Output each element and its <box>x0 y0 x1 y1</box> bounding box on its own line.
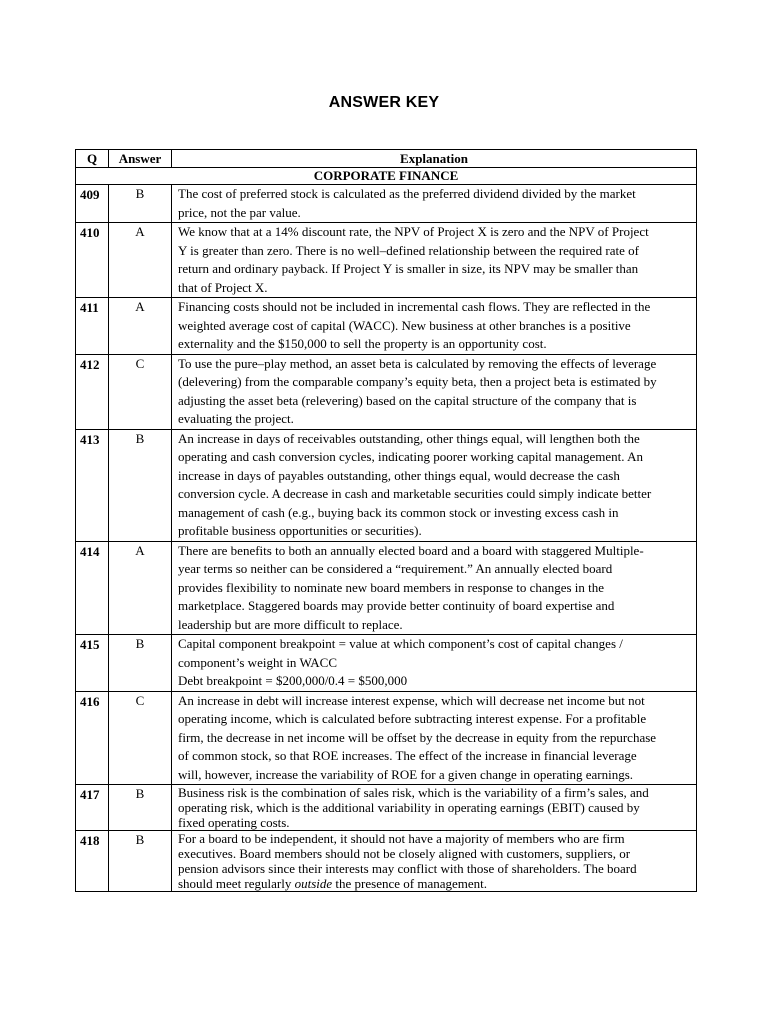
explanation-line: There are benefits to both an annually elected board and a board with staggered Multiple- <box>178 542 644 558</box>
answer-letter: B <box>109 785 172 831</box>
explanation-line: management of cash (e.g., buying back its common stock or investing excess cash in <box>178 504 619 520</box>
question-number: 413 <box>76 429 109 541</box>
question-number: 410 <box>76 223 109 298</box>
answer-letter: C <box>109 354 172 429</box>
explanation-cell <box>172 831 697 892</box>
question-number: 412 <box>76 354 109 429</box>
explanation-line: An increase in debt will increase interest expense, which will decrease net income but not <box>178 692 645 708</box>
explanation-cell <box>172 785 697 831</box>
explanation-cell <box>172 223 697 298</box>
explanation-line: operating and cash conversion cycles, indicating poorer working capital management. An <box>178 449 643 464</box>
explanation-line: Capital component breakpoint = value at which component’s cost of capital changes / <box>178 636 623 651</box>
answer-table <box>75 149 697 892</box>
question-number: 415 <box>76 635 109 692</box>
explanation-line: externality and the $150,000 to sell the property is an opportunity cost. <box>178 336 547 351</box>
question-number: 414 <box>76 541 109 635</box>
answer-row <box>76 635 697 692</box>
explanation-cell <box>172 429 697 541</box>
page-title: ANSWER KEY <box>328 94 440 111</box>
question-number: 416 <box>76 691 109 785</box>
question-number: 418 <box>76 831 109 892</box>
emphasis-text: outside <box>294 876 333 891</box>
answer-row <box>76 429 697 541</box>
explanation-line: of common stock, so that ROE increases. The effect of the increase in financial leverage <box>178 748 637 763</box>
explanation-line: operating income, which is calculated before subtracting interest expense. For a profitable <box>178 711 647 726</box>
answer-letter: B <box>109 635 172 692</box>
answer-row <box>76 354 697 429</box>
explanation-line: (delevering) from the comparable company’s equity beta, then a project beta is estimated by <box>178 374 657 389</box>
explanation-line: weighted average cost of capital (WACC). New business at other branches is a positive <box>178 317 631 333</box>
explanation-line: evaluating the project. <box>178 411 294 426</box>
explanation-line: Debt breakpoint = $200,000/0.4 = $500,000 <box>178 673 408 688</box>
explanation-line: profitable business opportunities or securities). <box>178 523 422 538</box>
header-q: Q <box>76 150 109 168</box>
explanation-line: Business risk is the combination of sales risk, which is the variability of a firm’s sales, and <box>178 785 649 800</box>
section-title: CORPORATE FINANCE <box>76 168 697 185</box>
explanation-cell <box>172 541 697 635</box>
explanation-line: provides flexibility to nominate new board members in response to changes in the <box>178 579 605 595</box>
answer-row <box>76 185 697 223</box>
explanation-line: operating risk, which is the additional variability in operating earnings (EBIT) caused by <box>178 800 640 815</box>
explanation-line: increase in days of payables outstanding, other things equal, would decrease the cash <box>178 467 620 483</box>
answer-row <box>76 831 697 892</box>
header-explanation: Explanation <box>172 150 697 168</box>
explanation-cell <box>172 298 697 355</box>
explanation-line: Y is greater than zero. There is no well–defined relationship between the required rate of <box>178 242 639 258</box>
answer-letter: A <box>109 541 172 635</box>
explanation-line: leadership but are more difficult to replace. <box>178 616 403 632</box>
answer-letter: B <box>109 185 172 223</box>
explanation-cell <box>172 635 697 692</box>
explanation-line: For a board to be independent, it should not have a majority of members who are firm <box>178 831 625 846</box>
explanation-line: that of Project X. <box>178 279 268 295</box>
question-number: 417 <box>76 785 109 831</box>
section-row <box>76 168 697 185</box>
explanation-line: An increase in days of receivables outstanding, other things equal, will lengthen both the <box>178 430 640 446</box>
answer-row <box>76 541 697 635</box>
answer-row <box>76 785 697 831</box>
question-number: 411 <box>76 298 109 355</box>
explanation-line: executives. Board members should not be closely aligned with customers, suppliers, or <box>178 846 631 861</box>
answer-letter: A <box>109 298 172 355</box>
explanation-line: fixed operating costs. <box>178 815 290 830</box>
explanation-line: will, however, increase the variability of ROE for a given change in operating earnings. <box>178 766 634 782</box>
explanation-cell <box>172 354 697 429</box>
explanation-line: should meet regularly outside the presence of management. <box>178 876 488 891</box>
answer-row <box>76 298 697 355</box>
explanation-line: To use the pure–play method, an asset beta is calculated by removing the effects of leverage <box>178 355 657 371</box>
explanation-line: price, not the par value. <box>178 204 301 220</box>
header-answer: Answer <box>109 150 172 168</box>
explanation-line: firm, the decrease in net income will be offset by the decrease in equity from the repurchase <box>178 729 657 745</box>
answer-letter: B <box>109 831 172 892</box>
explanation-line: We know that at a 14% discount rate, the NPV of Project X is zero and the NPV of Project <box>178 224 649 239</box>
explanation-line: return and ordinary payback. If Project Y is smaller in size, its NPV may be smaller than <box>178 261 639 276</box>
explanation-line: conversion cycle. A decrease in cash and marketable securities could simply indicate better <box>178 486 652 501</box>
explanation-line: marketplace. Staggered boards may provide better continuity of board expertise and <box>178 598 615 613</box>
answer-row <box>76 691 697 785</box>
explanation-cell <box>172 691 697 785</box>
explanation-line: pension advisors since their interests may conflict with those of shareholders. The board <box>178 861 637 876</box>
answer-row <box>76 223 697 298</box>
explanation-line: component’s weight in WACC <box>178 654 338 670</box>
explanation-line: year terms so neither can be considered a “requirement.” An annually elected board <box>178 561 613 576</box>
answer-letter: C <box>109 691 172 785</box>
explanation-line: adjusting the asset beta (relevering) based on the capital structure of the company that is <box>178 392 637 408</box>
answer-letter: A <box>109 223 172 298</box>
explanation-cell <box>172 185 697 223</box>
answer-letter: B <box>109 429 172 541</box>
header-row <box>76 150 697 168</box>
explanation-line: Financing costs should not be included in incremental cash flows. They are reflected in the <box>178 299 651 314</box>
explanation-line: The cost of preferred stock is calculated as the preferred dividend divided by the market <box>178 186 636 201</box>
question-number: 409 <box>76 185 109 223</box>
